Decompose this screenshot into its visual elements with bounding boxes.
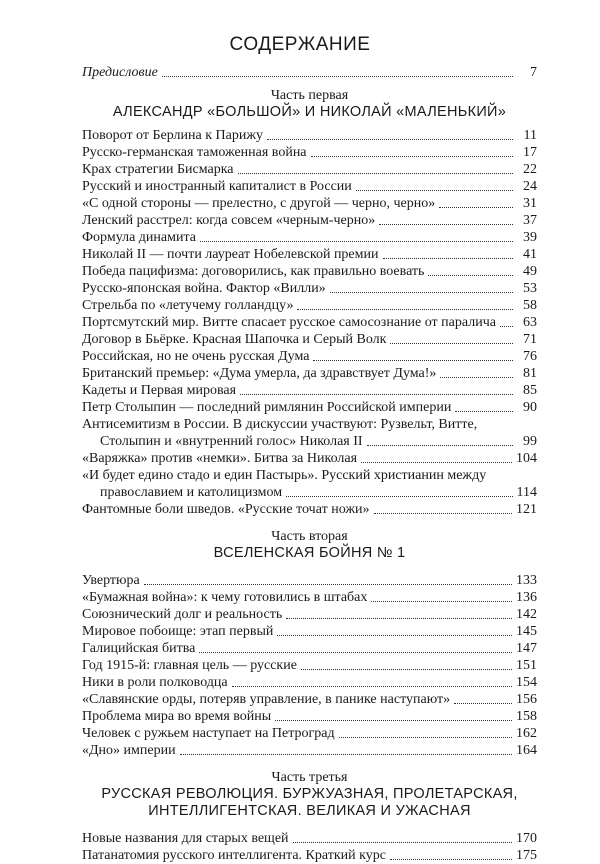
toc-entry-text: Увертюра: [82, 573, 140, 588]
dot-leader: [162, 76, 513, 77]
toc-entry-text: Николай II — почти лауреат Нобелевской премии: [82, 247, 379, 262]
toc-entry[interactable]: [82, 572, 537, 589]
toc-entry[interactable]: [82, 830, 537, 847]
toc-page-number: 37: [523, 213, 537, 228]
dot-leader: [301, 669, 512, 670]
toc-page-number: 136: [516, 590, 537, 605]
toc-entry-text: Ленский расстрел: когда совсем «черным-черно»: [82, 213, 376, 228]
toc-page-number: 24: [523, 179, 537, 194]
toc-entry-text: Стрельба по «летучему голландцу»: [82, 298, 294, 313]
dot-leader: [356, 190, 513, 191]
toc-entry[interactable]: [82, 280, 537, 297]
dot-leader: [500, 326, 513, 327]
toc-entry[interactable]: [82, 606, 537, 623]
toc-entry-text: Петр Столыпин — последний римлянин Российской империи: [82, 400, 452, 415]
dot-leader: [275, 720, 512, 721]
dot-leader: [379, 224, 513, 225]
toc-page-number: 121: [516, 502, 537, 517]
toc-page-number: 170: [516, 831, 537, 846]
dot-leader: [232, 686, 512, 687]
dot-leader: [361, 462, 512, 463]
toc-entry[interactable]: [82, 847, 537, 864]
toc-entry[interactable]: [82, 399, 537, 416]
dot-leader: [238, 173, 514, 174]
page-title: СОДЕРЖАНИЕ: [229, 34, 371, 55]
dot-leader: [267, 139, 513, 140]
toc-entry[interactable]: [82, 246, 537, 263]
toc-entry[interactable]: [82, 161, 537, 178]
dot-leader: [383, 258, 514, 259]
toc-page-number: 99: [523, 434, 537, 449]
toc-entry-text: «Варяжка» против «немки». Битва за Николая: [82, 451, 358, 466]
toc-entry[interactable]: [82, 623, 537, 640]
toc-entry-text: Формула динамита: [82, 230, 196, 245]
toc-page-number: 151: [516, 658, 537, 673]
toc-page-number: 17: [523, 145, 537, 160]
toc-entry-text: Поворот от Берлина к Парижу: [82, 128, 264, 143]
toc-page-number: 81: [523, 366, 537, 381]
toc-entry-text: Британский премьер: «Дума умерла, да здравствует Дума!»: [82, 366, 437, 381]
toc-entry-text-line2: Столыпин и «внутренний голос» Николая II: [100, 434, 363, 449]
toc-entry-multiline[interactable]: [82, 467, 537, 501]
dot-leader: [286, 496, 512, 497]
dot-leader: [339, 737, 512, 738]
toc-entry[interactable]: [82, 674, 537, 691]
toc-page-number: 158: [516, 709, 537, 724]
toc-entry-text: Ники в роли полководца: [82, 675, 228, 690]
toc-entry-text-line1: Антисемитизм в России. В дискуссии участвуют: Рузвельт, Витте,: [82, 417, 478, 432]
toc-entry[interactable]: [82, 263, 537, 280]
dot-leader: [297, 309, 513, 310]
toc-page-number: 175: [516, 848, 537, 863]
toc-entry[interactable]: [82, 144, 537, 161]
toc-page-number: 49: [523, 264, 537, 279]
toc-page-number: 53: [523, 281, 537, 296]
toc-page-number: 7: [530, 65, 537, 80]
toc-entry-text: Кадеты и Первая мировая: [82, 383, 237, 398]
toc-entry[interactable]: [82, 195, 537, 212]
dot-leader: [240, 394, 513, 395]
toc-page-number: 11: [523, 128, 537, 143]
toc-entry-text: «С одной стороны — прелестно, с другой — черно, черно»: [82, 196, 436, 211]
toc-page-number: 156: [516, 692, 537, 707]
toc-entry-text: Новые названия для старых вещей: [82, 831, 289, 846]
toc-entry[interactable]: [82, 589, 537, 606]
toc-page-number: 90: [523, 400, 537, 415]
toc-entry-text: Победа пацифизма: договорились, как правильно воевать: [82, 264, 425, 279]
toc-page-number: 31: [523, 196, 537, 211]
toc-page-number: 71: [523, 332, 537, 347]
part-three-title-line2: ИНТЕЛЛИГЕНТСКАЯ. ВЕЛИКАЯ И УЖАСНАЯ: [148, 803, 471, 819]
toc-entry-text: Человек с ружьем наступает на Петроград: [82, 726, 335, 741]
toc-entry[interactable]: [82, 127, 537, 144]
toc-page-number: 39: [523, 230, 537, 245]
table-of-contents: [82, 64, 537, 864]
toc-page-number: 76: [523, 349, 537, 364]
part-two-entries: [82, 572, 537, 759]
toc-entry[interactable]: [82, 501, 537, 518]
toc-entry-text: «Славянские орды, потеряв управление, в панике наступают»: [82, 692, 451, 707]
dot-leader: [374, 513, 512, 514]
part-one-entries: [82, 127, 537, 416]
toc-entry[interactable]: [82, 229, 537, 246]
toc-page-number: 133: [516, 573, 537, 588]
toc-page-number: 63: [523, 315, 537, 330]
toc-entry-text: Крах стратегии Бисмарка: [82, 162, 234, 177]
toc-page-number: 41: [523, 247, 537, 262]
toc-entry[interactable]: [82, 640, 537, 657]
toc-entry-text: Российская, но не очень русская Дума: [82, 349, 310, 364]
dot-leader: [367, 445, 513, 446]
dot-leader: [428, 275, 513, 276]
dot-leader: [455, 411, 513, 412]
toc-entry-text: «Дно» империи: [82, 743, 176, 758]
dot-leader: [390, 859, 512, 860]
toc-entry-text: Год 1915-й: главная цель — русские: [82, 658, 297, 673]
part-three-title-line1: РУССКАЯ РЕВОЛЮЦИЯ. БУРЖУАЗНАЯ, ПРОЛЕТАРСКАЯ,: [101, 786, 518, 802]
toc-page-number: 22: [523, 162, 537, 177]
toc-entry-text: Мировое побоище: этап первый: [82, 624, 274, 639]
toc-entry[interactable]: [82, 708, 537, 725]
dot-leader: [180, 754, 512, 755]
toc-page-number: 164: [516, 743, 537, 758]
part-two-label: Часть вторая: [271, 529, 348, 544]
dot-leader: [293, 842, 512, 843]
toc-entry[interactable]: [82, 348, 537, 365]
toc-entry[interactable]: [82, 297, 537, 314]
toc-entry[interactable]: [82, 382, 537, 399]
part-one-label: Часть первая: [270, 88, 349, 103]
toc-page-number: 85: [523, 383, 537, 398]
dot-leader: [200, 241, 513, 242]
toc-entry-text: Союзнический долг и реальность: [82, 607, 283, 622]
toc-entry[interactable]: [82, 742, 537, 759]
dot-leader: [330, 292, 513, 293]
toc-entry-preface[interactable]: [82, 64, 537, 81]
toc-entry-text: Русско-германская таможенная война: [82, 145, 307, 160]
toc-page-number: 58: [523, 298, 537, 313]
part-one-title: АЛЕКСАНДР «БОЛЬШОЙ» И НИКОЛАЙ «МАЛЕНЬКИЙ»: [112, 104, 507, 120]
toc-entry-text: Портсмутский мир. Витте спасает русское самосознание от паралича: [82, 315, 496, 330]
toc-entry-multiline[interactable]: [82, 416, 537, 450]
part-three-entries: [82, 830, 537, 864]
toc-entry[interactable]: [82, 450, 537, 467]
toc-entry[interactable]: [82, 691, 537, 708]
toc-entry[interactable]: [82, 365, 537, 382]
dot-leader: [286, 618, 512, 619]
toc-page-number: 162: [516, 726, 537, 741]
toc-entry-text: Русско-японская война. Фактор «Вилли»: [82, 281, 326, 296]
toc-entry-text: «Бумажная война»: к чему готовились в штабах: [82, 590, 368, 605]
toc-entry[interactable]: [82, 212, 537, 229]
toc-entry[interactable]: [82, 178, 537, 195]
dot-leader: [454, 703, 512, 704]
part-two-title: ВСЕЛЕНСКАЯ БОЙНЯ № 1: [213, 545, 406, 561]
dot-leader: [390, 343, 513, 344]
toc-entry[interactable]: [82, 725, 537, 742]
toc-page-number: 142: [516, 607, 537, 622]
dot-leader: [440, 377, 513, 378]
toc-entry-text: Предисловие: [82, 65, 158, 80]
dot-leader: [311, 156, 513, 157]
toc-page-number: 154: [516, 675, 537, 690]
toc-page-number: 147: [516, 641, 537, 656]
toc-entry-text: Проблема мира во время войны: [82, 709, 272, 724]
toc-entry-text-line2: православием и католицизмом: [100, 485, 283, 500]
toc-entry-text: Галицийская битва: [82, 641, 196, 656]
dot-leader: [277, 635, 512, 636]
toc-entry[interactable]: [82, 314, 537, 331]
toc-page-number: 104: [516, 451, 537, 466]
dot-leader: [439, 207, 513, 208]
toc-page-number: 145: [516, 624, 537, 639]
toc-entry-text-line1: «И будет едино стадо и един Пастырь». Русский христианин между: [82, 468, 487, 483]
dot-leader: [313, 360, 513, 361]
dot-leader: [199, 652, 512, 653]
dot-leader: [144, 584, 512, 585]
toc-entry-text: Фантомные боли шведов. «Русские точат ножи»: [82, 502, 370, 517]
toc-entry[interactable]: [82, 331, 537, 348]
part-three-label: Часть третья: [271, 770, 348, 785]
toc-entry[interactable]: [82, 657, 537, 674]
toc-entry-text: Русский и иностранный капиталист в России: [82, 179, 352, 194]
toc-page-number: 114: [516, 485, 537, 500]
toc-entry-text: Патанатомия русского интеллигента. Краткий курс: [82, 848, 386, 863]
toc-entry-text: Договор в Бьёрке. Красная Шапочка и Серый Волк: [82, 332, 387, 347]
dot-leader: [371, 601, 512, 602]
